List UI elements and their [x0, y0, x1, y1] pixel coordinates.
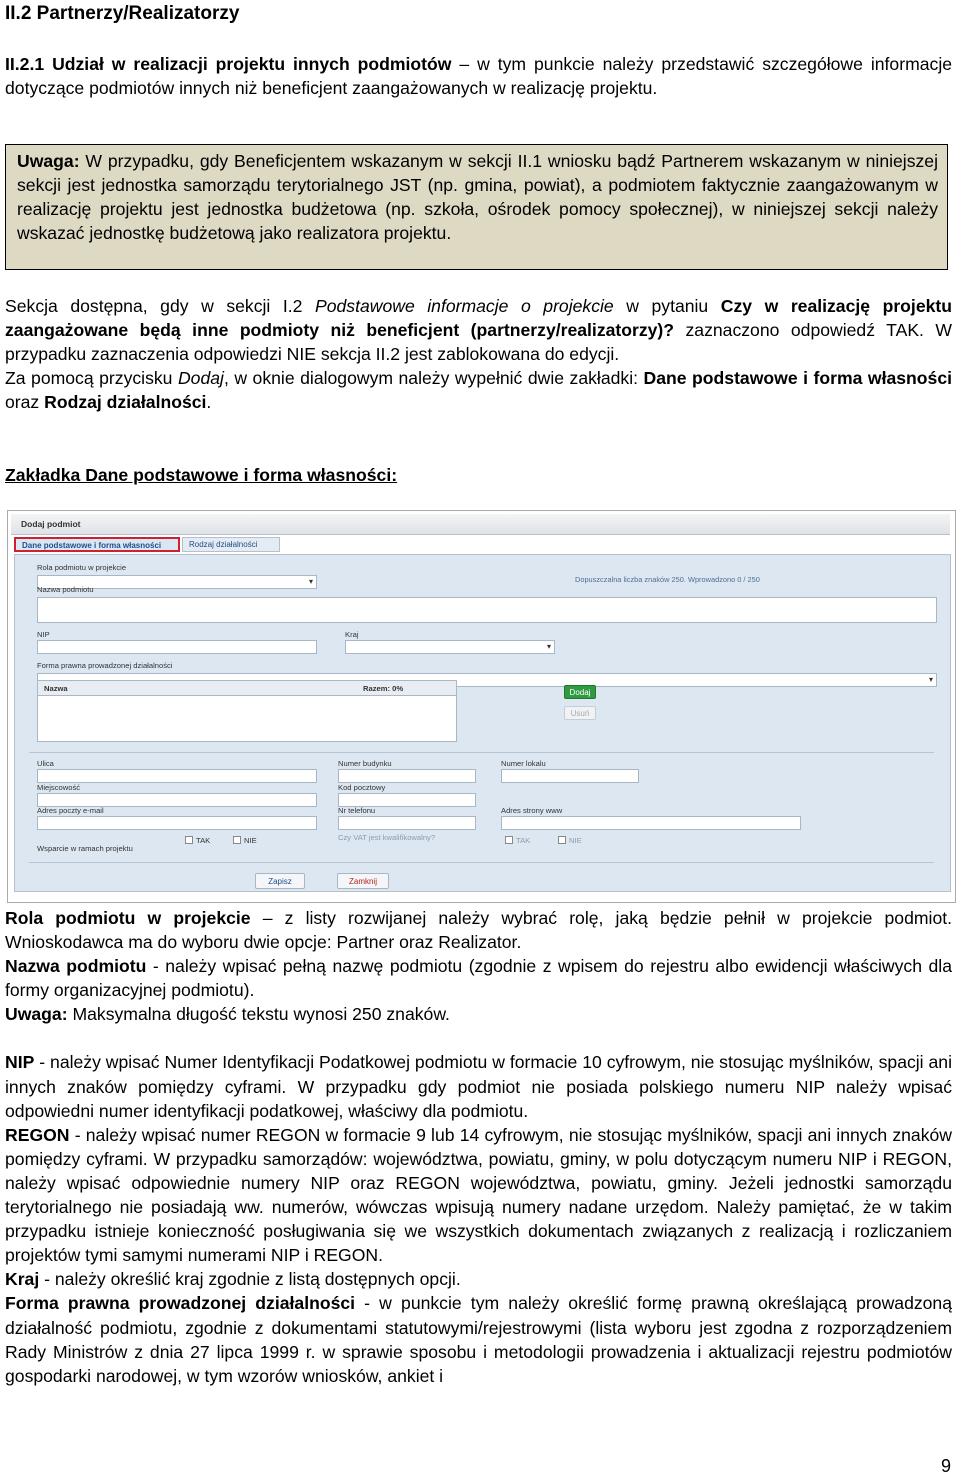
email-input[interactable] [37, 816, 317, 830]
vat-yes-checkbox[interactable] [505, 836, 513, 844]
email-label: Adres poczty e-mail [37, 806, 104, 815]
grid-col-name: Nazwa [44, 684, 68, 693]
support-label: Wsparcie w ramach projektu [37, 844, 133, 853]
desc-role-bold: Rola podmiotu w projekcie [5, 908, 251, 928]
desc-note-bold: Uwaga: [5, 1004, 68, 1025]
availability-italic-1: Podstawowe informacje o projekcie [314, 296, 614, 316]
city-input[interactable] [37, 793, 317, 807]
ownership-grid [37, 680, 457, 742]
yes-label: TAK [196, 836, 211, 845]
dialog-screenshot [7, 510, 956, 903]
street-input[interactable] [37, 769, 317, 783]
vat-label: Czy VAT jest kwalifikowalny? [338, 833, 436, 842]
note-label: Uwaga: [17, 151, 80, 171]
desc-regon-text: - należy wpisać numer REGON w formacie 9 lub 14 cyfrowym, nie stosując myślników, spacji ani innych znaków pomiędzy cyframi. W przypadku samorządów: województwa, powiatu, gminy, w polu dotyczącym numeru NIP i REGON, należy wpisać odpowiednie numery NIP oraz REGON województwa, powiatu, gminy. Jeżeli jednostki samorządu terytorialnego nie posiadają ww. numerów, wówczas wpisują numery nadane urzędom. Należy pamiętać, że w takim przypadku istnieje konieczność posługiwania się we wszystkich dokumentach związanych z realizacją i rozliczaniem projektów tymi samymi numerami NIP i REGON. [5, 1124, 952, 1266]
dialog-title: Dodaj podmiot [21, 519, 81, 529]
website-label: Adres strony www [501, 806, 563, 815]
vat-no-label: NIE [569, 836, 582, 845]
availability-paragraph [5, 294, 952, 414]
desc-nip-bold: NIP [5, 1052, 35, 1073]
desc-legal-form-text: - w punkcie tym należy określić formę prawną określającą prowadzoną działalność podmiotu, zgodnie z dokumentami statutowymi/rejestrowymi (lista wyboru jest zgodna z rozporządzeniem Rady Ministrów z dnia 27 lipca 1999 r. w sprawie sposobu i metodologii prowadzenia i aktualizacji rejestru podmiotów gospodarki narodowej, w tym wzorów wniosków, ankiet i [5, 1293, 953, 1386]
dialog-titlebar [11, 514, 950, 535]
no-checkbox[interactable] [233, 836, 241, 844]
page-number: 9 [940, 1456, 951, 1476]
availability-text-6: oraz [5, 392, 45, 413]
website-input[interactable] [501, 816, 801, 830]
desc-regon-bold: REGON [5, 1124, 70, 1145]
intro-paragraph [5, 52, 952, 100]
desc-nip-text: - należy wpisać Numer Identyfikacji Podatkowej podmiotu w formacie 10 cyfrowym, nie stosując myślników, spacji ani innych znaków pomiędzy cyframi. W przypadku gdy podmiot nie posiada polskiego numeru NIP należy wpisać odpowiedni numer identyfikacji podatkowej, właściwy dla podmiotu. [5, 1052, 952, 1121]
desc-legal-form-bold: Forma prawna prowadzonej działalności [5, 1293, 356, 1314]
availability-bold-1: Czy w realizację projektu zaangażowane będą inne podmioty niż beneficjent (partnerzy/realizatorzy)? [5, 296, 952, 341]
phone-label: Nr telefonu [338, 806, 376, 815]
name-char-hint: Dopuszczalna liczba znaków 250. Wprowadzono 0 / 250 [575, 575, 760, 584]
availability-bold-2: Dane podstawowe i forma własności [643, 368, 952, 389]
premises-input[interactable] [501, 769, 639, 783]
separator [29, 862, 934, 863]
tab-activity-type[interactable]: Rodzaj działalności [182, 537, 280, 552]
chevron-down-icon: ▾ [928, 675, 933, 684]
phone-input[interactable] [338, 816, 476, 830]
postcode-input[interactable] [338, 793, 476, 807]
desc-country-text: - należy określić kraj zgodnie z listą dostępnych opcji. [39, 1269, 461, 1290]
building-input[interactable] [338, 769, 476, 783]
desc-note-text: Maksymalna długość tekstu wynosi 250 znaków. [67, 1004, 450, 1025]
desc-name-text: - należy wpisać pełną nazwę podmiotu (zgodnie z wpisem do rejestru albo ewidencji właściwych dla formy organizacyjnej podmiotu). [5, 956, 952, 1001]
country-label: Kraj [345, 630, 359, 639]
intro-number: II.2.1 [5, 54, 45, 74]
country-select[interactable] [345, 640, 555, 654]
availability-text-4: Za pomocą przycisku [5, 368, 178, 389]
dialog-pane [14, 554, 951, 892]
availability-italic-2: Dodaj [177, 368, 224, 389]
separator [29, 752, 934, 753]
intro-bold: Udział w realizacji projektu innych podmiotów [52, 54, 452, 74]
legal-form-label: Forma prawna prowadzonej działalności [37, 661, 173, 670]
availability-text-7: . [206, 392, 212, 413]
premises-label: Numer lokalu [501, 759, 546, 768]
building-label: Numer budynku [338, 759, 392, 768]
note-box [5, 144, 948, 270]
postcode-label: Kod pocztowy [338, 783, 386, 792]
nip-input[interactable] [37, 640, 317, 654]
add-ownership-button[interactable]: Dodaj [564, 685, 596, 699]
intro-text: – w tym punkcie należy przedstawić szczegółowe informacje dotyczące podmiotów innych niż beneficjent zaangażowanych w realizację projektu. [5, 54, 953, 99]
tab-heading-block [5, 463, 952, 487]
chevron-down-icon: ▾ [308, 577, 313, 586]
note-text: W przypadku, gdy Beneficjentem wskazanym w sekcji II.1 wniosku bądź Partnerem wskazanym w niniejszej sekcji jest jednostka samorządu terytorialnego JST (np. gmina, powiat), a podmiotem faktycznie zaangażowanym w realizację projektu jest jednostka budżetowa (np. szkoła, ośrodek pomocy społecznej), w niniejszej sekcji należy wskazać jednostkę budżetową jako realizatora projektu. [17, 151, 938, 244]
tab-heading: Zakładka Dane podstawowe i forma własności: [5, 465, 398, 485]
yes-checkbox[interactable] [185, 836, 193, 844]
vat-no-checkbox[interactable] [558, 836, 566, 844]
grid-col-share: Razem: 0% [363, 684, 404, 693]
availability-text-3: zaznaczono odpowiedź TAK. W przypadku zaznaczenia odpowiedzi NIE sekcja II.2 jest zablokowana do edycji. [5, 320, 953, 365]
chevron-down-icon: ▾ [546, 642, 551, 651]
vat-yes-label: TAK [516, 836, 531, 845]
save-button[interactable]: Zapisz [255, 873, 305, 889]
availability-text-5: , w oknie dialogowym należy wypełnić dwie zakładki: [223, 368, 644, 389]
remove-ownership-button[interactable]: Usuń [564, 706, 596, 720]
no-label: NIE [244, 836, 257, 845]
name-input[interactable] [37, 597, 937, 623]
close-button[interactable]: Zamknij [337, 873, 389, 889]
city-label: Miejscowość [37, 783, 81, 792]
desc-role-text: – z listy rozwijanej należy wybrać rolę, jaką będzie pełnił w projekcie podmiot. Wnioskodawca ma do wyboru dwie opcje: Partner oraz Realizator. [5, 908, 953, 953]
availability-bold-3: Rodzaj działalności [44, 392, 207, 413]
grid-header [38, 681, 456, 696]
desc-name-bold: Nazwa podmiotu [5, 956, 147, 977]
role-label: Rola podmiotu w projekcie [37, 563, 127, 572]
tab-basic-data[interactable]: Dane podstawowe i forma własności [14, 537, 180, 552]
nip-label: NIP [37, 630, 50, 639]
name-label: Nazwa podmiotu [37, 585, 94, 594]
street-label: Ulica [37, 759, 54, 768]
availability-text-2: w pytaniu [613, 296, 721, 316]
availability-text-1: Sekcja dostępna, gdy w sekcji I.2 [5, 296, 315, 316]
descriptions [5, 906, 952, 1388]
section-heading: II.2 Partnerzy/Realizatorzy [5, 3, 240, 24]
desc-country-bold: Kraj [5, 1269, 40, 1290]
